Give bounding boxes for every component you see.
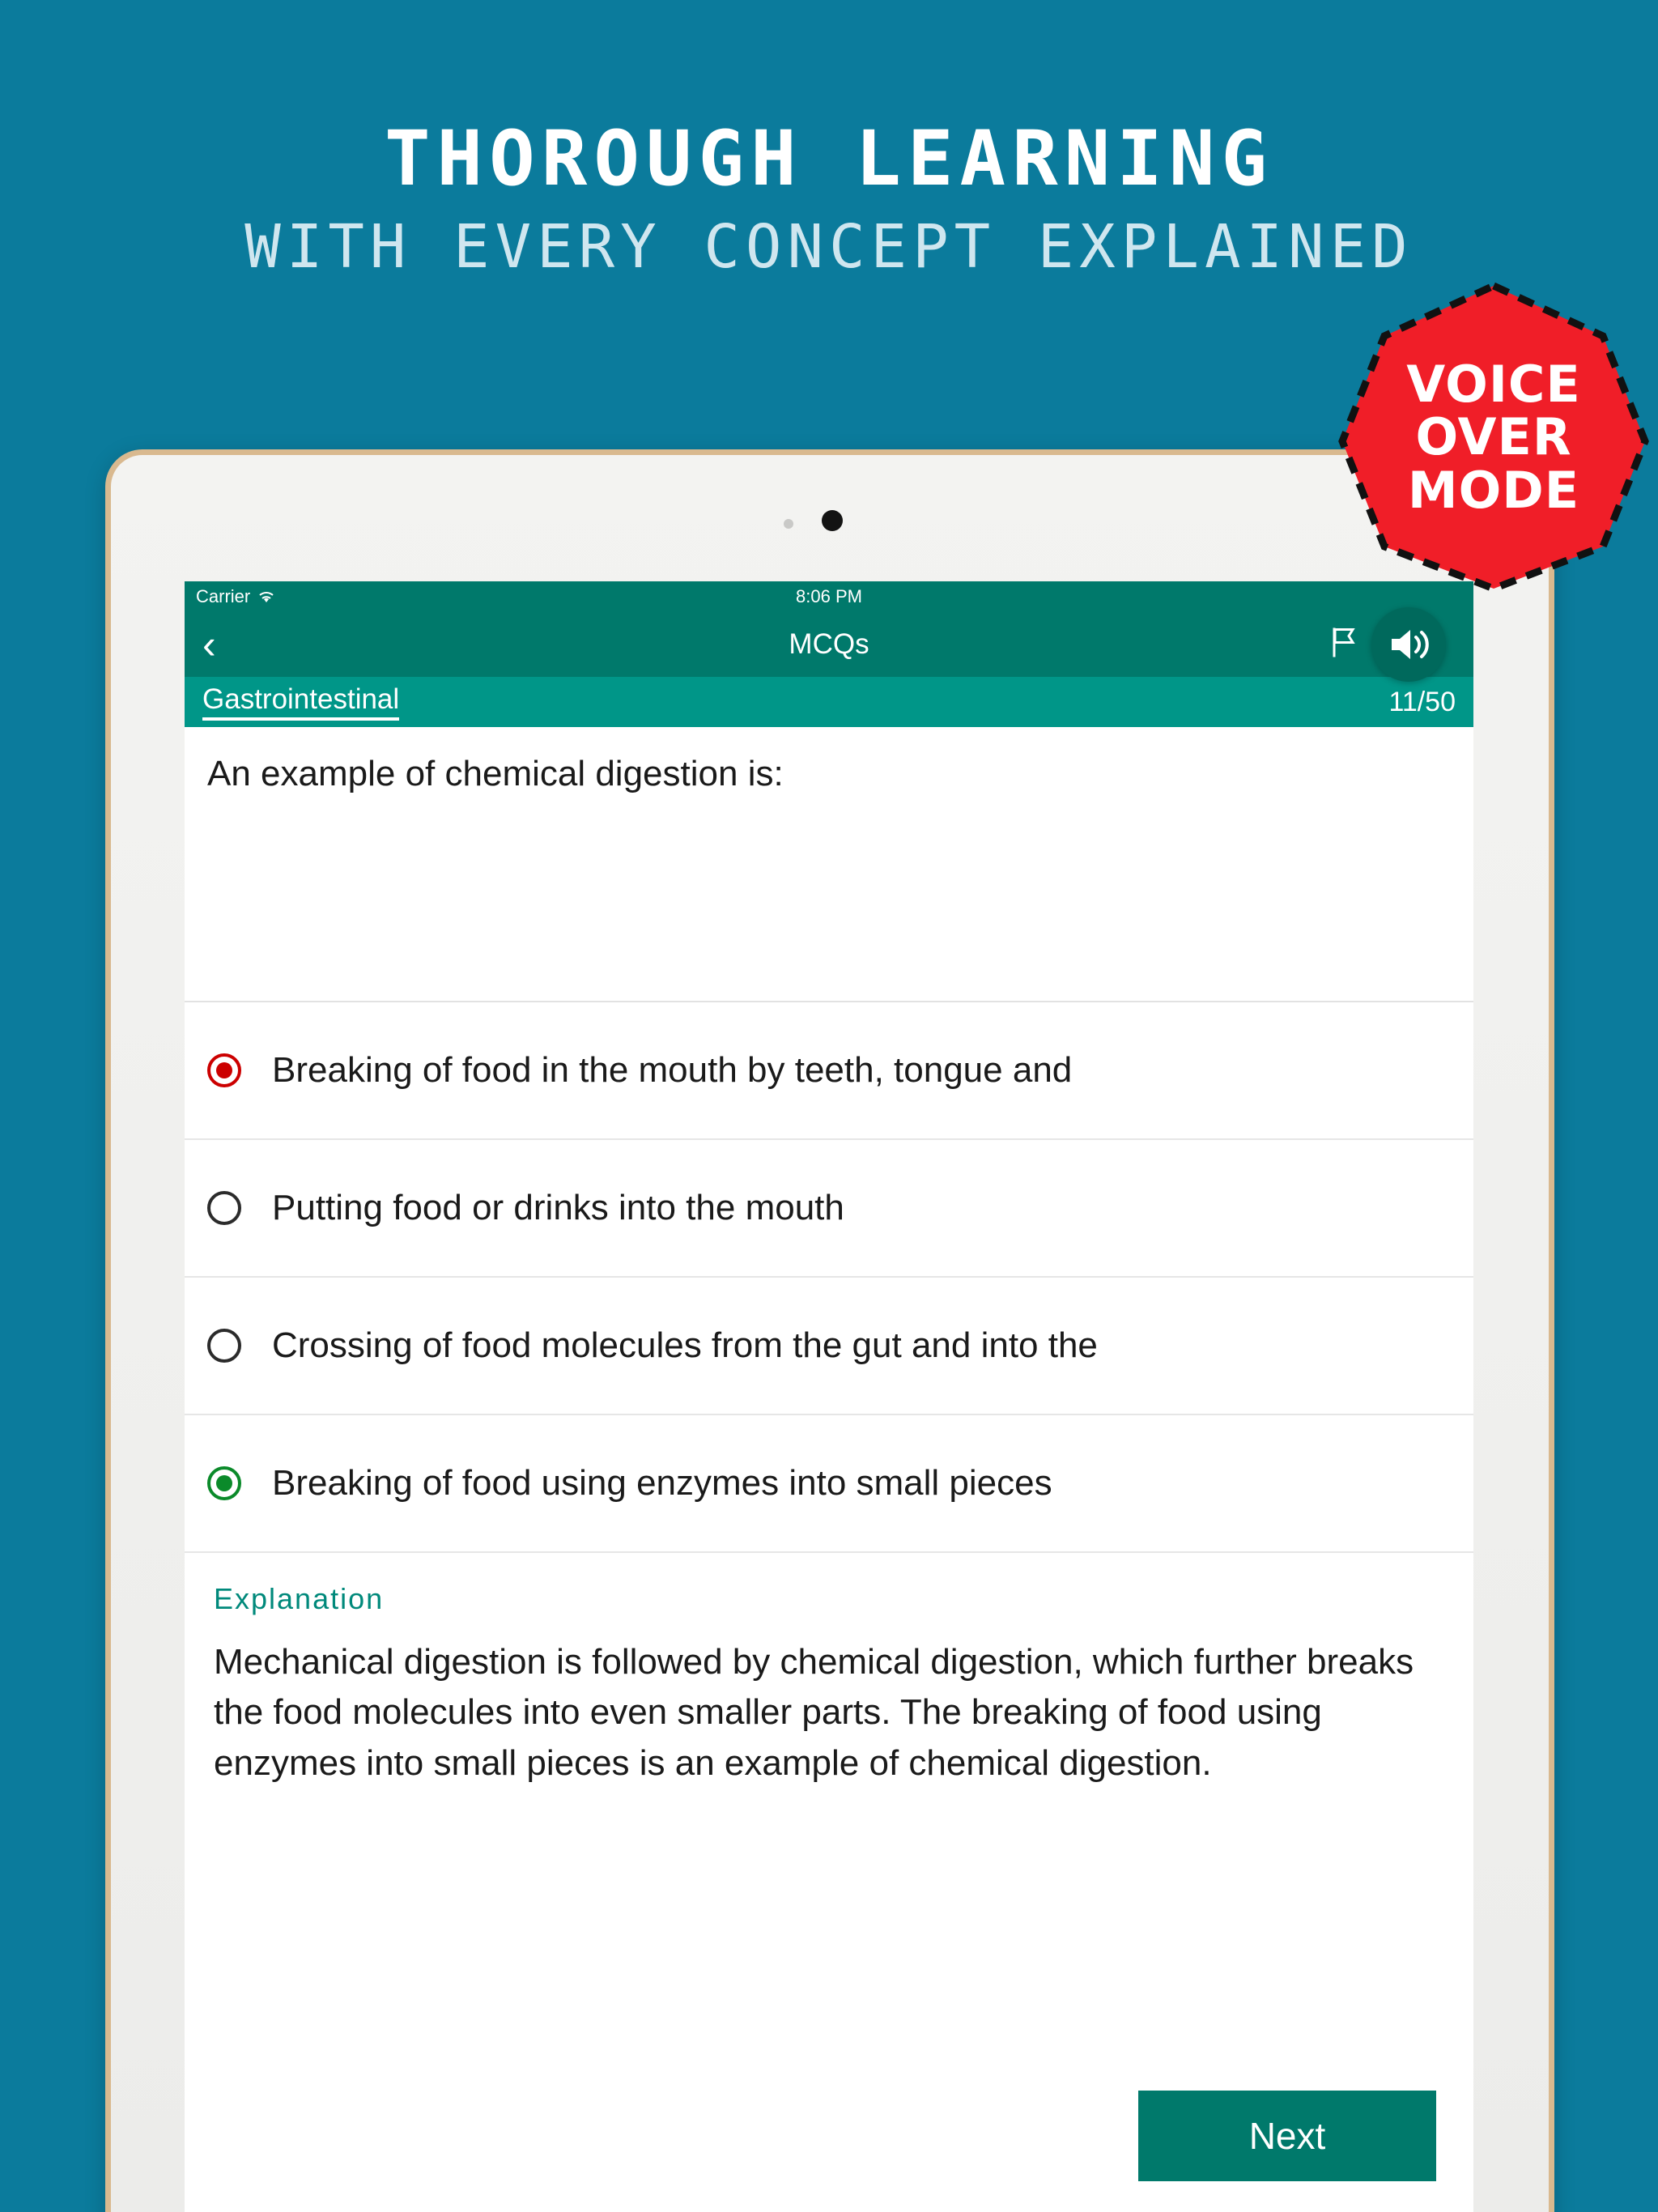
next-button[interactable]: Next (1138, 2091, 1436, 2181)
radio-icon[interactable] (207, 1053, 241, 1087)
category-label: Gastrointestinal (202, 683, 399, 721)
question-text: An example of chemical digestion is: (185, 727, 1473, 1002)
option-label: Breaking of food in the mouth by teeth, tongue and (272, 1050, 1073, 1090)
option-row[interactable] (185, 1002, 1473, 1140)
question-progress: 11/50 (1388, 686, 1456, 717)
navigation-bar (185, 612, 1473, 677)
radio-icon[interactable] (207, 1466, 241, 1500)
voice-over-badge (1336, 279, 1652, 595)
option-row[interactable] (185, 1278, 1473, 1415)
speaker-icon (1387, 625, 1431, 664)
badge-line-2: OVER (1415, 407, 1572, 467)
explanation-body: Mechanical digestion is followed by chemical digestion, which further breaks the food molecules into even smaller parts. The breaking of food using enzymes into small pieces is an example of chemical digestion. (214, 1642, 1414, 1783)
promo-subheadline: WITH EVERY CONCEPT EXPLAINED (244, 212, 1414, 282)
badge-line-1: VOICE (1406, 355, 1581, 415)
option-label: Breaking of food using enzymes into small pieces (272, 1463, 1052, 1503)
status-bar-time: 8:06 PM (796, 586, 862, 606)
status-bar (185, 581, 1473, 612)
option-row[interactable] (185, 1415, 1473, 1553)
page-title: MCQs (789, 628, 869, 660)
speaker-button[interactable] (1371, 607, 1446, 682)
radio-icon[interactable] (207, 1191, 241, 1225)
camera-sensor-icon (784, 519, 793, 529)
carrier-label: Carrier (196, 586, 251, 606)
category-bar (185, 677, 1473, 727)
camera-lens-icon (822, 510, 843, 531)
explanation-title: Explanation (214, 1582, 385, 1615)
option-row[interactable] (185, 1140, 1473, 1278)
option-label: Putting food or drinks into the mouth (272, 1188, 844, 1227)
explanation-section (185, 1553, 1473, 1789)
option-label: Crossing of food molecules from the gut and into the (272, 1325, 1098, 1365)
promo-headline: THOROUGH LEARNING (384, 115, 1274, 203)
app-screen (185, 581, 1473, 2212)
radio-icon[interactable] (207, 1329, 241, 1363)
badge-line-3: MODE (1407, 460, 1580, 520)
back-button[interactable]: ‹ (202, 622, 216, 667)
flag-icon[interactable] (1328, 625, 1360, 665)
